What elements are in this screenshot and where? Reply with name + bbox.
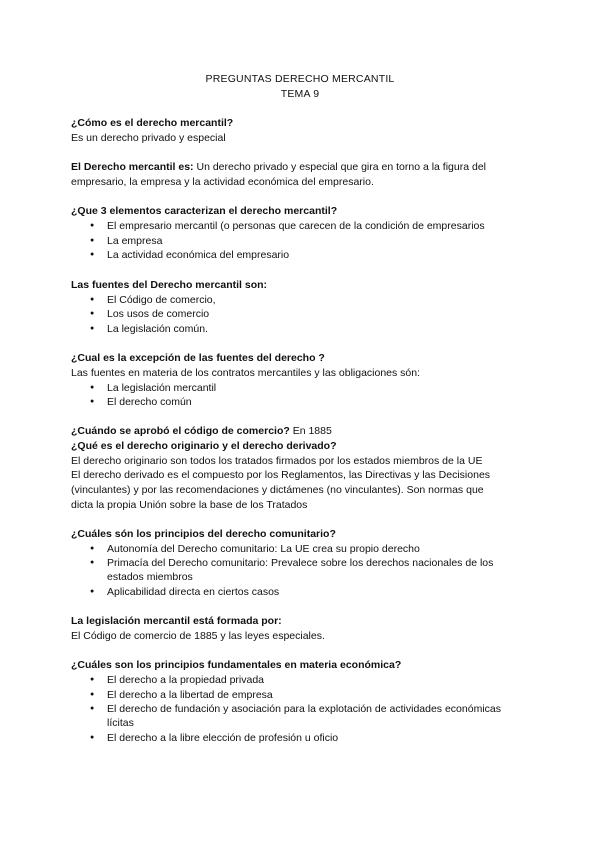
question-heading: ¿Cuándo se aprobó el código de comercio? [71, 425, 290, 437]
answer-text: (vinculantes) y por las recomendaciones y dictámenes (no vinculantes). Son normas que [71, 484, 484, 496]
document-title: PREGUNTAS DERECHO MERCANTIL [205, 73, 395, 85]
definition-text: Un derecho privado y especial que gira en torno a la figura del [193, 161, 486, 173]
question-heading: ¿Qué es el derecho originario y el derecho derivado? [71, 440, 337, 452]
definition-text-cont: empresario, la empresa y la actividad económica del empresario. [71, 176, 374, 188]
list-item-cont: estados miembros [107, 571, 193, 583]
answer-text: El derecho derivado es el compuesto por los Reglamentos, las Directivas y las Decisiones [71, 469, 491, 481]
answer-text: En 1885 [289, 425, 332, 437]
question-line [71, 425, 332, 437]
answer-text: El Código de comercio de 1885 y las leyes especiales. [71, 630, 325, 642]
definition-term: El Derecho mercantil es: [71, 161, 194, 173]
answer-text: El derecho originario son todos los tratados firmados por los estados miembros de la UE [71, 455, 483, 467]
answer-text: Las fuentes en materia de los contratos mercantiles y las obligaciones són: [71, 367, 421, 379]
question-heading: ¿Cuáles son los principios fundamentales en materia económica? [71, 659, 402, 671]
question-heading: ¿Cómo es el derecho mercantil? [71, 117, 234, 129]
definition-paragraph [71, 161, 486, 173]
question-heading: ¿Que 3 elementos caracterizan el derecho mercantil? [71, 205, 338, 217]
document-page: PREGUNTAS DERECHO MERCANTIL TEMA 9 ¿Cómo es el derecho mercantil? Es un derecho privado y especial El Derecho mercantil es: Un derecho privado y especial que gira en torno a la figura del empresario, la empresa y la actividad económica del empresario. ¿Que 3 elementos caracterizan el derecho mercantil? El empresario mercantil (o personas que carecen de la condición de empresarios La empresa La actividad económica del empresario Las fuentes del Derecho mercantil son: El Código de comercio, Los usos de comercio La legislación común. ¿Cual es la excepción de las fuentes del derecho ? Las fuentes en materia de los contratos mercantiles y las obligaciones són: La legislación mercantil El derecho común ¿Cuándo se aprobó el código de comercio? En 1885 ¿Qué es el derecho originario y el derecho derivado? El derecho originario son todos los tratados firmados por los estados miembros de la UE El derecho derivado es el compuesto por los Reglamentos, las Directivas y las Decisiones (vinculantes) y por las recomendaciones y dictámenes (no vinculantes). Son normas que dicta la propia Unión sobre la base de los Tratados ¿Cuáles són los principios del derecho comunitario? Autonomía del Derecho comunitario: La UE crea su propio derecho Primacía del Derecho comunitario: Prevalece sobre los derechos nacionales de los estados miembros Aplicabilidad directa en ciertos casos La legislación mercantil está formada por: El Código de comercio de 1885 y las leyes especiales. ¿Cuáles son los principios fundamentales en materia económica? El derecho a la propiedad privada El derecho a la libertad de empresa El derecho de fundación y asociación para la explotación de actividades económicas lícitas El derecho a la libre elección de profesión u oficio [0, 0, 600, 848]
question-heading: La legislación mercantil está formada por: [71, 615, 282, 627]
question-heading: Las fuentes del Derecho mercantil son: [71, 279, 268, 291]
question-heading: ¿Cual es la excepción de las fuentes del derecho ? [71, 352, 325, 364]
answer-text: Es un derecho privado y especial [71, 132, 226, 144]
list-item-cont: lícitas [107, 717, 134, 729]
document-subtitle: TEMA 9 [280, 88, 320, 100]
question-heading: ¿Cuáles són los principios del derecho comunitario? [71, 528, 336, 540]
answer-text: dicta la propia Unión sobre la base de los Tratados [71, 499, 308, 511]
